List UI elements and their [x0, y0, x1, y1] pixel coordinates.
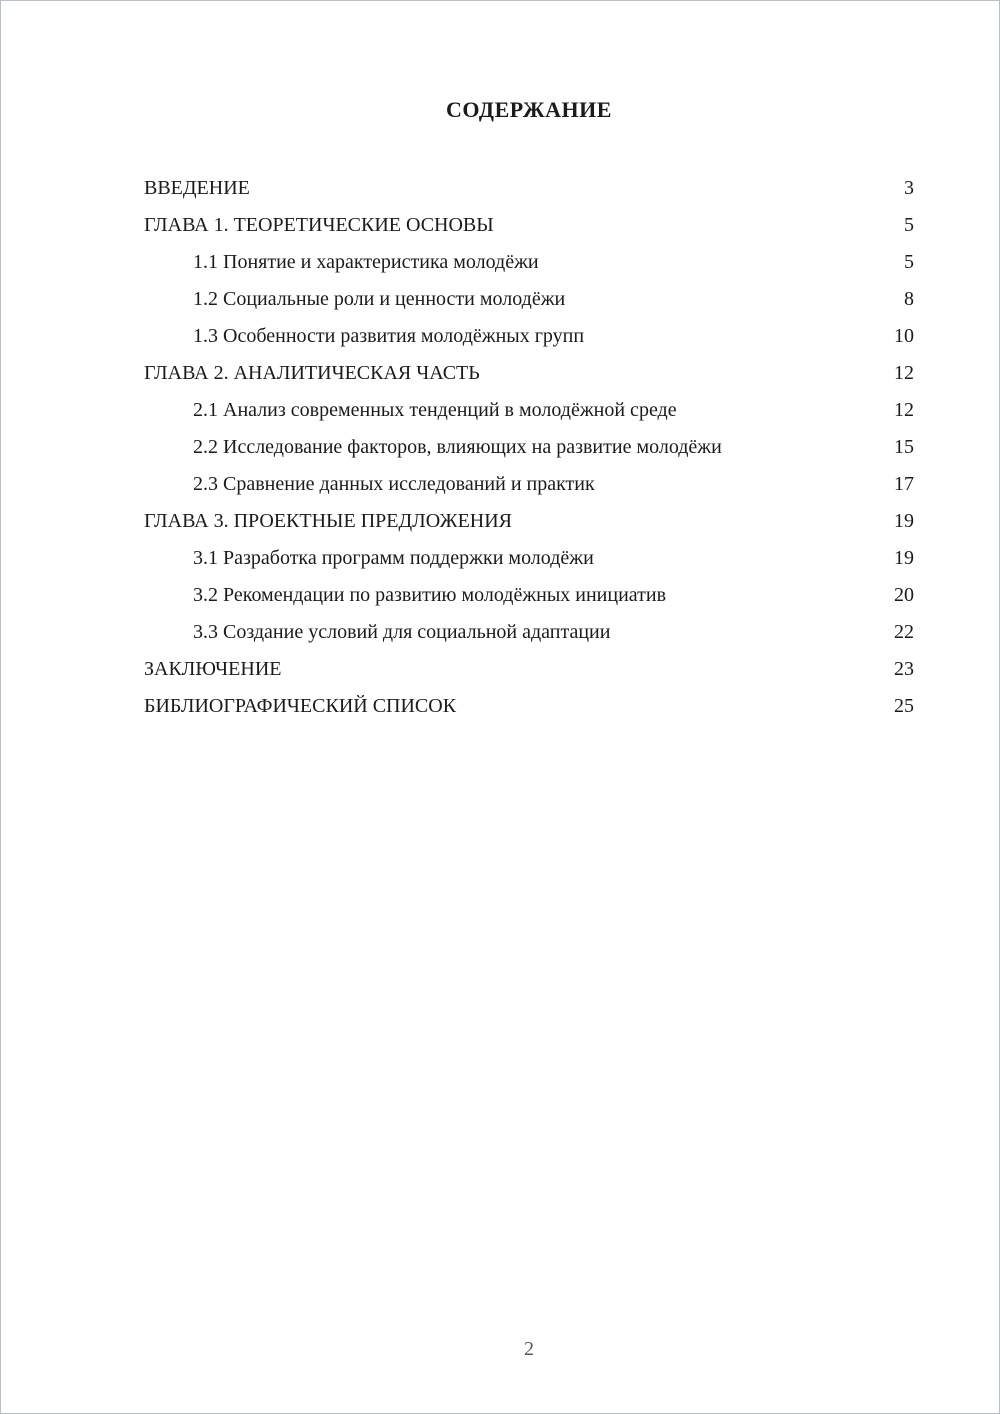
- toc-entry-page-number: 12: [894, 362, 914, 384]
- toc-entry: [144, 691, 914, 721]
- toc-entry-page-number: 8: [904, 288, 914, 310]
- toc-entry-page-number: 20: [894, 584, 914, 606]
- toc-entry: [144, 506, 914, 536]
- toc-entry: [144, 247, 914, 277]
- toc-entry-page-number: 5: [904, 214, 914, 236]
- toc-entry: [144, 210, 914, 240]
- toc-entry: [144, 395, 914, 425]
- toc-entry: [144, 617, 914, 647]
- toc-entry-label: 2.2 Исследование факторов, влияющих на развитие молодёжи: [193, 436, 722, 458]
- toc-entry: [144, 321, 914, 351]
- toc-entry-page-number: 15: [894, 436, 914, 458]
- toc-entry-label: ГЛАВА 2. АНАЛИТИЧЕСКАЯ ЧАСТЬ: [144, 362, 480, 384]
- table-of-contents: [144, 173, 914, 721]
- toc-entry: [144, 580, 914, 610]
- toc-entry-label: БИБЛИОГРАФИЧЕСКИЙ СПИСОК: [144, 695, 457, 717]
- toc-entry: [144, 358, 914, 388]
- toc-entry: [144, 543, 914, 573]
- toc-entry-label: ВВЕДЕНИЕ: [144, 177, 250, 199]
- page-content: [144, 97, 914, 721]
- toc-entry-page-number: 19: [894, 547, 914, 569]
- toc-entry-label: 1.2 Социальные роли и ценности молодёжи: [193, 288, 566, 310]
- toc-entry-page-number: 5: [904, 251, 914, 273]
- toc-entry: [144, 284, 914, 314]
- toc-entry-page-number: 12: [894, 399, 914, 421]
- footer-page-number: 2: [524, 1338, 534, 1360]
- toc-entry-page-number: 25: [894, 695, 914, 717]
- toc-entry-label: 3.2 Рекомендации по развитию молодёжных инициатив: [193, 584, 667, 606]
- toc-entry-label: ЗАКЛЮЧЕНИЕ: [144, 658, 282, 680]
- toc-entry-label: ГЛАВА 3. ПРОЕКТНЫЕ ПРЕДЛОЖЕНИЯ: [144, 510, 513, 532]
- toc-entry-label: 1.3 Особенности развития молодёжных групп: [193, 325, 585, 347]
- toc-entry-page-number: 10: [894, 325, 914, 347]
- toc-entry: [144, 654, 914, 684]
- toc-entry-page-number: 23: [894, 658, 914, 680]
- toc-entry: [144, 173, 914, 203]
- toc-entry-page-number: 17: [894, 473, 914, 495]
- toc-entry: [144, 469, 914, 499]
- page-title: СОДЕРЖАНИЕ: [446, 97, 612, 122]
- toc-entry-label: 2.1 Анализ современных тенденций в молодёжной среде: [193, 399, 677, 421]
- toc-entry-label: 3.3 Создание условий для социальной адаптации: [193, 621, 611, 643]
- toc-entry-label: 3.1 Разработка программ поддержки молодёжи: [193, 547, 594, 569]
- toc-entry: [144, 432, 914, 462]
- toc-entry-label: 2.3 Сравнение данных исследований и практик: [193, 473, 595, 495]
- toc-entry-label: 1.1 Понятие и характеристика молодёжи: [193, 251, 539, 273]
- toc-entry-page-number: 22: [894, 621, 914, 643]
- toc-entry-label: ГЛАВА 1. ТЕОРЕТИЧЕСКИЕ ОСНОВЫ: [144, 214, 494, 236]
- toc-entry-page-number: 3: [904, 177, 914, 199]
- toc-entry-page-number: 19: [894, 510, 914, 532]
